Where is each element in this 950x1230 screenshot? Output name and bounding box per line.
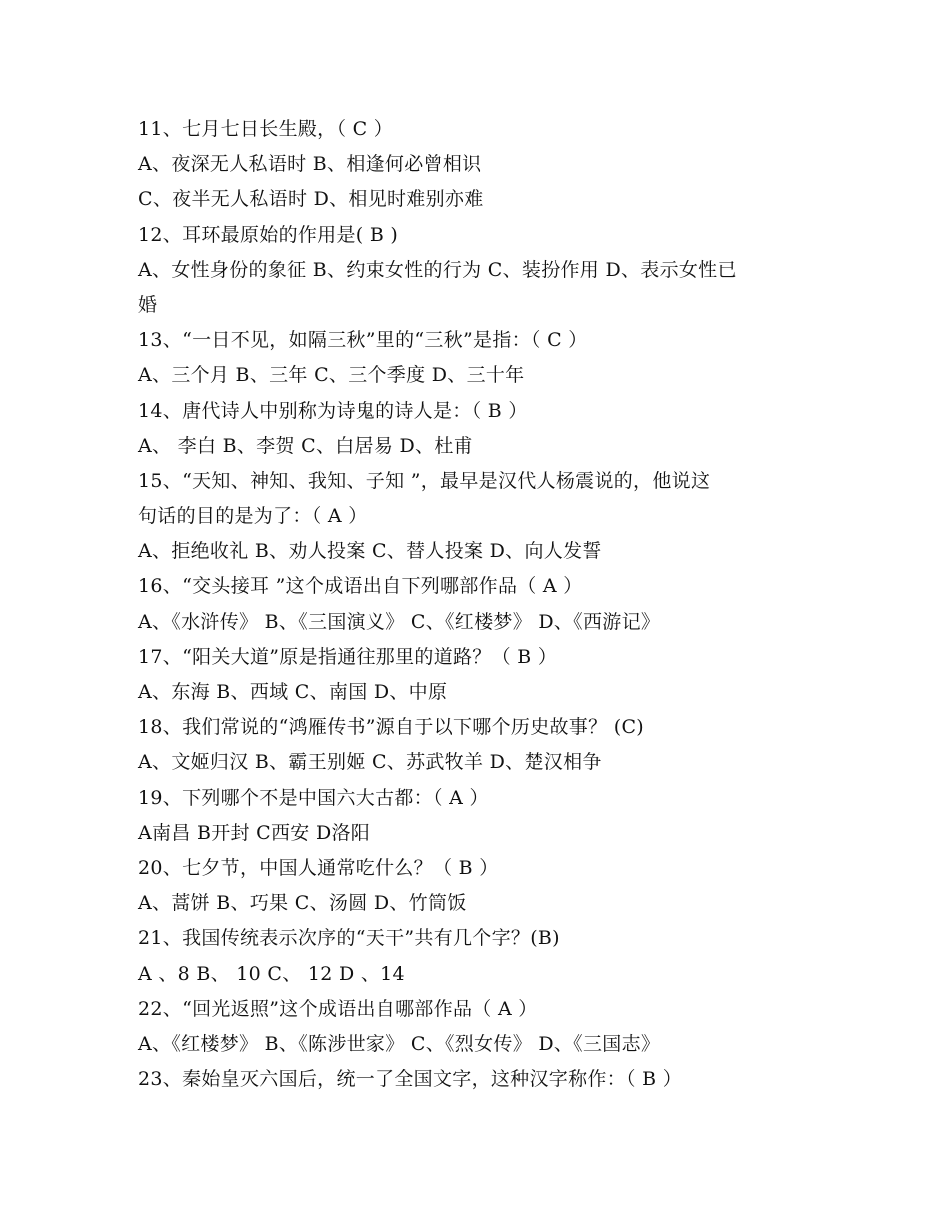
options-11-row1: A、夜深无人私语时 B、相逢何必曾相识	[138, 153, 482, 176]
question-22: 22、“回光返照”这个成语出自哪部作品（ A ）	[138, 997, 538, 1020]
question-12: 12、耳环最原始的作用是( B )	[138, 223, 399, 246]
question-17: 17、“阳关大道”原是指通往那里的道路？（ B ）	[138, 645, 558, 668]
question-21: 21、我国传统表示次序的“天干”共有几个字？(B)	[138, 927, 560, 950]
options-13: A、三个月 B、三年 C、三个季度 D、三十年	[138, 364, 525, 387]
question-15: 15、“天知、神知、我知、子知 ”，最早是汉代人杨震说的，他说这	[138, 469, 711, 492]
question-15-wrap: 句话的目的是为了：（ A ）	[138, 505, 368, 528]
options-15: A、拒绝收礼 B、劝人投案 C、替人投案 D、向人发誓	[138, 540, 602, 563]
quiz-text	[138, 112, 818, 1097]
options-18: A、文姬归汉 B、霸王别姬 C、苏武牧羊 D、楚汉相争	[138, 751, 602, 774]
options-16: A、《水浒传》 B、《三国演义》 C、《红楼梦》 D、《西游记》	[138, 610, 661, 633]
question-14: 14、唐代诗人中别称为诗鬼的诗人是：（ B ）	[138, 399, 528, 422]
question-13: 13、“一日不见，如隔三秋”里的“三秋”是指：（ C ）	[138, 329, 588, 352]
question-18: 18、我们常说的“鸿雁传书”源自于以下哪个历史故事？ (C)	[138, 716, 645, 739]
question-20: 20、七夕节，中国人通常吃什么？（ B ）	[138, 856, 499, 879]
options-22: A、《红楼梦》 B、《陈涉世家》 C、《烈女传》 D、《三国志》	[138, 1032, 661, 1055]
question-19: 19、下列哪个不是中国六大古都：（ A ）	[138, 786, 489, 809]
options-12-wrap: 婚	[138, 293, 158, 316]
options-14: A、 李白 B、李贺 C、白居易 D、杜甫	[138, 434, 473, 457]
options-20: A、蒿饼 B、巧果 C、汤圆 D、竹筒饭	[138, 892, 467, 915]
options-19: A南昌 B开封 C西安 D洛阳	[138, 821, 371, 844]
options-12: A、女性身份的象征 B、约束女性的行为 C、装扮作用 D、表示女性已	[138, 258, 737, 281]
options-17: A、东海 B、西域 C、南国 D、中原	[138, 681, 448, 703]
options-11-row2: C、夜半无人私语时 D、相见时难别亦难	[138, 188, 484, 211]
question-23: 23、秦始皇灭六国后，统一了全国文字，这种汉字称作：（ B ）	[138, 1068, 683, 1091]
options-21: A 、8 B、 10 C、 12 D 、14	[138, 962, 405, 985]
question-16: 16、“交头接耳 ”这个成语出自下列哪部作品（ A ）	[138, 575, 583, 598]
question-11: 11、七月七日长生殿，（ C ）	[138, 118, 394, 140]
